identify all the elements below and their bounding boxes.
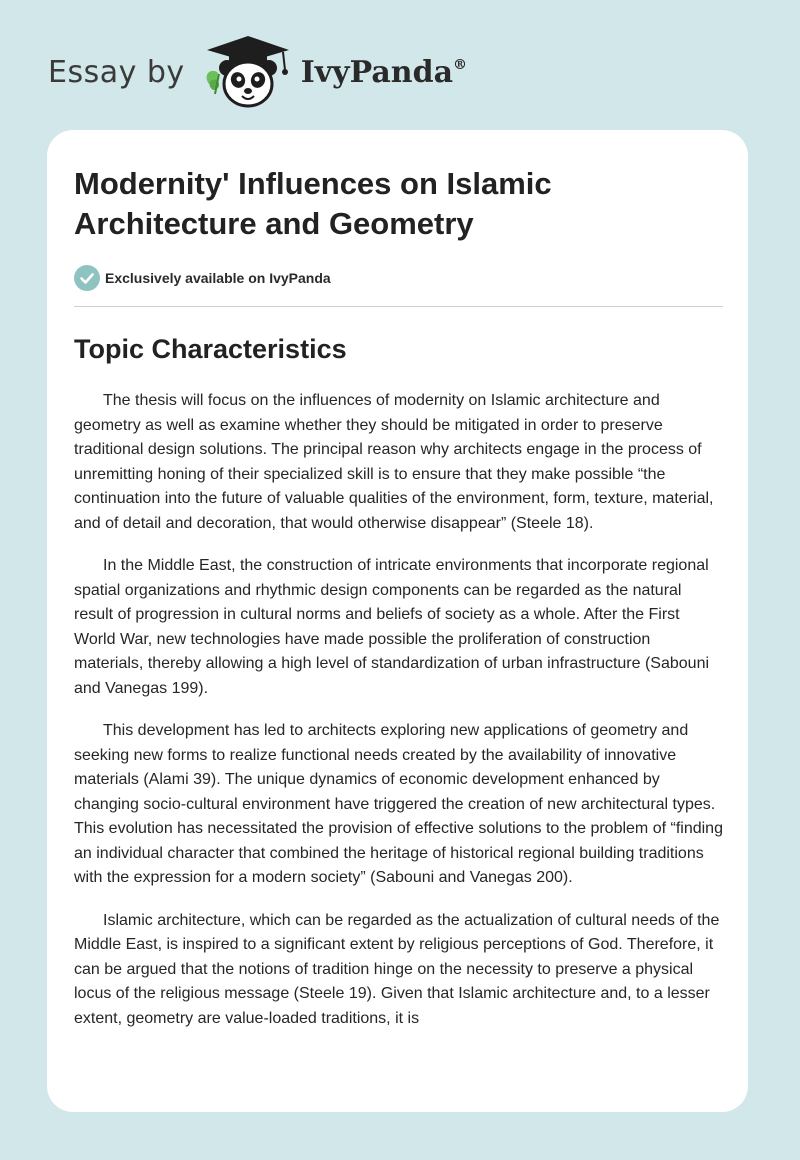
panda-graduate-logo-icon[interactable] bbox=[199, 32, 297, 112]
essay-card bbox=[47, 130, 748, 1112]
exclusive-badge-label: Exclusively available on IvyPanda bbox=[105, 270, 331, 286]
exclusive-badge bbox=[74, 264, 724, 292]
section-heading: Topic Characteristics bbox=[74, 334, 347, 364]
essay-paragraph: This development has led to architects exploring new applications of geometry and seeking new forms to realize functional needs created by the availability of innovative materials (Alami 39). The unique dynamics of economic development enhanced by changing socio-cultural environment have triggered the creation of new architectural types. This evolution has necessitated the provision of effective solutions to the problem of “finding an individual character that combined the heritage of historical regional building traditions with the expression for a modern society” (Sabouni and Vanegas 200). bbox=[74, 722, 723, 886]
brand-name[interactable] bbox=[301, 55, 467, 90]
essay-paragraph: Islamic architecture, which can be regarded as the actualization of cultural needs of the Middle East, is inspired to a significant extent by religious perceptions of God. Therefore, it can be argued that the notions of tradition hinge on the necessity to preserve a physical locus of the religious message (Steele 19). Given that Islamic architecture and, to a lesser extent, geometry are value-loaded traditions, it is bbox=[74, 911, 720, 1027]
essay-paragraph: The thesis will focus on the influences of modernity on Islamic architecture and geometry as well as examine whether they should be mitigated in order to preserve traditional design solutions. The principal reason why architects engage in the process of unremitting honing of their specialized skill is to ensure that they make possible “the continuation into the future of valuable qualities of the environment, form, texture, material, and of detail and decoration, that would otherwise disappear” (Steele 18). bbox=[74, 392, 714, 532]
essay-paragraph: In the Middle East, the construction of intricate environments that incorporate regional spatial organizations and rhythmic design components can be regarded as the natural result of progression in cultural norms and beliefs of society as a whole. After the First World War, new technologies have made possible the proliferation of construction materials, thereby allowing a high level of standardization of urban infrastructure (Sabouni and Vanegas 199). bbox=[74, 557, 710, 697]
essay-body bbox=[74, 389, 724, 1031]
title-divider bbox=[74, 306, 723, 307]
checkmark-circle-icon bbox=[74, 265, 100, 291]
brand-name-text: IvyPanda bbox=[300, 54, 454, 90]
registered-mark: ® bbox=[453, 56, 468, 73]
essay-content bbox=[74, 164, 724, 1049]
site-header bbox=[48, 32, 467, 112]
essay-by-label: Essay by bbox=[48, 54, 185, 90]
essay-title: Modernity' Influences on Islamic Architecture and Geometry bbox=[74, 166, 552, 241]
